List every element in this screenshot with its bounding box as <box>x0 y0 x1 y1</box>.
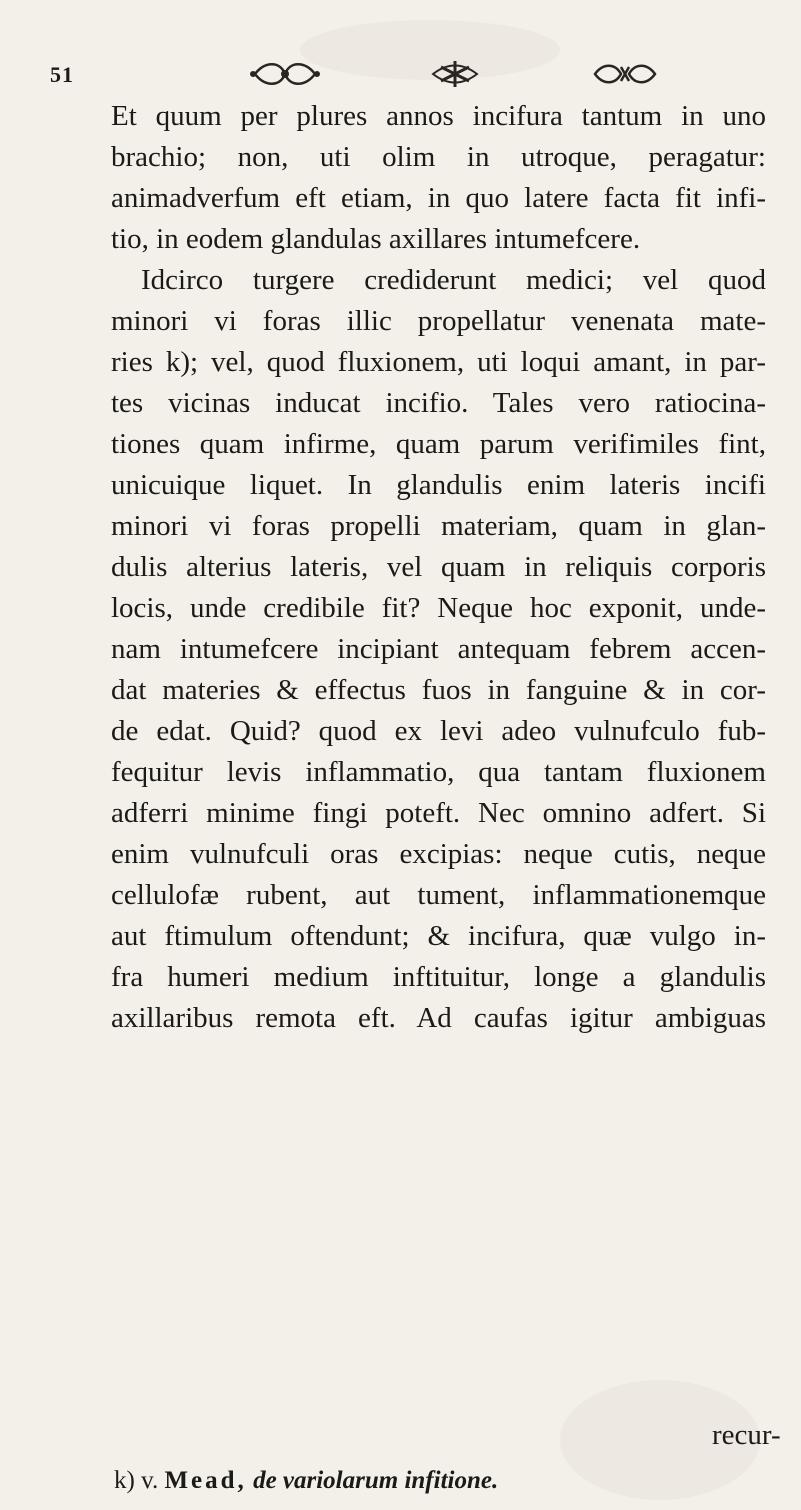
text-line: fra humeri medium inftituitur, longe a glandulis <box>111 961 766 993</box>
text-line: nam intumefcere incipiant antequam febrem accen- <box>111 633 766 665</box>
header-ornament <box>245 54 665 94</box>
catchword: recur- <box>712 1419 781 1451</box>
text-line: animadverfum eft etiam, in quo latere facta fit infi- <box>111 182 766 214</box>
text-line: minori vi foras illic propellatur venenata mate- <box>111 305 766 337</box>
text-line: tes vicinas inducat incifio. Tales vero ratiocina- <box>111 387 766 419</box>
text-line: enim vulnufculi oras excipias: neque cutis, neque <box>111 838 766 870</box>
text-line: unicuique liquet. In glandulis enim lateris incifi <box>111 469 766 501</box>
text-line: dulis alterius lateris, vel quam in reliquis corporis <box>111 551 766 583</box>
text-line: fequitur levis inflammatio, qua tantam fluxionem <box>111 756 766 788</box>
page-number: 51 <box>50 62 74 87</box>
footnote-title: de variolarum infitione. <box>253 1467 499 1494</box>
text-line: tiones quam infirme, quam parum verifimiles fint, <box>111 428 766 460</box>
text-line: Idcirco turgere crediderunt medici; vel quod <box>141 264 766 296</box>
body-text <box>111 96 766 1039</box>
text-line: minori vi foras propelli materiam, quam in glan- <box>111 510 766 542</box>
text-line: tio, in eodem glandulas axillares intumefcere. <box>111 223 641 255</box>
footnote-author: Mead, <box>164 1467 247 1494</box>
text-line: cellulofæ rubent, aut tument, inflammationemque <box>111 879 766 911</box>
text-line: brachio; non, uti olim in utroque, peragatur: <box>111 141 766 173</box>
fleuron-left-icon <box>245 59 325 89</box>
text-line: axillaribus remota eft. Ad caufas igitur ambiguas <box>111 1002 766 1034</box>
text-line: de edat. Quid? quod ex levi adeo vulnufculo fub- <box>111 715 766 747</box>
text-line: ries k); vel, quod fluxionem, uti loqui amant, in par- <box>111 346 766 378</box>
text-line: aut ftimulum oftendunt; & incifura, quæ vulgo in- <box>111 920 766 952</box>
fleuron-center-icon <box>425 57 485 91</box>
text-line: dat materies & effectus fuos in fanguine & in cor- <box>111 674 766 706</box>
footnote-marker: k) v. <box>114 1467 159 1494</box>
footnote <box>114 1467 498 1495</box>
fleuron-right-icon <box>585 59 665 89</box>
text-line: Et quum per plures annos incifura tantum in uno <box>111 100 766 132</box>
text-line: adferri minime fingi poteft. Nec omnino adfert. Si <box>111 797 766 829</box>
text-line: locis, unde credibile fit? Neque hoc exponit, unde- <box>111 592 766 624</box>
